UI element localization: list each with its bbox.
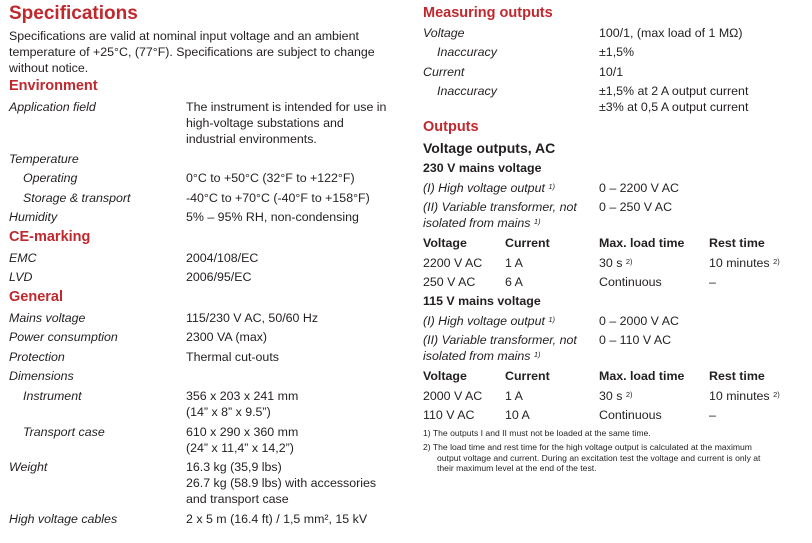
measuring-heading: Measuring outputs [423, 5, 553, 21]
weight-value-case: and transport case [186, 492, 289, 506]
transport-label: Transport case [23, 425, 105, 439]
instrument-value-imperial: (14” x 8” x 9.5”) [186, 405, 271, 419]
mains115-header-rest: Rest time [709, 369, 765, 383]
mains115-hv-label: (I) High voltage output $^{1)}$ [423, 314, 556, 328]
humidity-label: Humidity [9, 210, 58, 224]
page-title: Specifications [9, 3, 138, 24]
table-cell: Continuous [599, 408, 662, 422]
operating-label: Operating [23, 171, 78, 185]
table-cell: 2200 V AC [423, 256, 483, 270]
mains115-vt-label-cont: isolated from mains $^{1)}$ [423, 349, 541, 363]
current-inaccuracy-value: ±1,5% at 2 A output current [599, 84, 749, 98]
table-cell: – [709, 275, 716, 289]
mains115-heading: 115 V mains voltage [423, 294, 541, 308]
storage-label: Storage & transport [23, 191, 131, 205]
measure-inaccuracy-value: ±1,5% [599, 45, 635, 59]
mains230-header-maxload: Max. load time [599, 236, 685, 250]
temperature-label: Temperature [9, 152, 79, 166]
instrument-label: Instrument [23, 389, 82, 403]
humidity-value: 5% – 95% RH, non-condensing [186, 210, 359, 224]
emc-label: EMC [9, 251, 37, 265]
application-value: The instrument is intended for use in high-voltage substations and industrial environments. [186, 100, 387, 146]
power-value: 2300 VA (max) [186, 330, 268, 344]
mains115-header-maxload: Max. load time [599, 369, 685, 383]
weight-value-accessories: 26.7 kg (58.9 lbs) with accessories [186, 476, 377, 490]
ce-marking-heading: CE-marking [9, 229, 91, 245]
measure-inaccuracy-label: Inaccuracy [437, 45, 497, 59]
cables-value: 2 x 5 m (16.4 ft) / 1,5 mm², 15 kV [186, 512, 368, 526]
measure-voltage-label: Voltage [423, 26, 465, 40]
intro-text: Specifications are valid at nominal input voltage and an ambient temperature of +25°C, (77°F). Specifications are subject to change without notice. [9, 29, 375, 75]
table-cell: 250 V AC [423, 275, 476, 289]
voltage-outputs-subheading: Voltage outputs, AC [423, 140, 556, 156]
mains115-header-voltage: Voltage [423, 369, 467, 383]
measure-voltage-value: 100/1, (max load of 1 MΩ) [599, 26, 743, 40]
table-cell: 1 A [505, 389, 523, 403]
mains230-header-rest: Rest time [709, 236, 765, 250]
mains230-heading: 230 V mains voltage [423, 161, 542, 175]
protection-label: Protection [9, 350, 65, 364]
table-cell: 110 V AC [423, 408, 475, 422]
measure-current-label: Current [423, 65, 465, 79]
operating-value: 0°C to +50°C (32°F to +122°F) [186, 171, 355, 185]
table-cell: Continuous [599, 275, 662, 289]
table-cell: 6 A [505, 275, 523, 289]
mains115-hv-value: 0 – 2000 V AC [599, 314, 679, 328]
table-cell: 10 minutes $^{2)}$ [709, 389, 780, 403]
mains230-hv-value: 0 – 2200 V AC [599, 181, 679, 195]
table-cell: 30 s $^{2)}$ [599, 256, 633, 270]
environment-heading: Environment [9, 78, 98, 94]
footnote-2-end: their maximum level at the end of the test. [437, 463, 597, 473]
mains-value: 115/230 V AC, 50/60 Hz [186, 311, 319, 325]
general-heading: General [9, 289, 63, 305]
table-cell: 10 minutes $^{2)}$ [709, 256, 780, 270]
mains115-vt-value: 0 – 110 V AC [599, 333, 672, 347]
footnote-2-cont: output voltage and current. During an excitation test the voltage and current is only at [437, 452, 761, 463]
mains230-header-voltage: Voltage [423, 236, 467, 250]
table-cell: 1 A [505, 256, 523, 270]
mains230-header-current: Current [505, 236, 550, 250]
table-cell: 2000 V AC [423, 389, 483, 403]
transport-value-imperial: (24” x 11,4” x 14,2”) [186, 441, 294, 455]
storage-value: -40°C to +70°C (-40°F to +158°F) [186, 191, 370, 205]
mains115-vt-label: (II) Variable transformer, not [423, 333, 577, 347]
weight-label: Weight [9, 460, 48, 474]
dimensions-label: Dimensions [9, 369, 74, 383]
table-cell: – [709, 408, 716, 422]
current-inaccuracy-value-low: ±3% at 0,5 A output current [599, 100, 749, 114]
footnote-1: 1) The outputs I and II must not be loaded at the same time. [423, 428, 651, 438]
emc-value: 2004/108/EC [186, 251, 259, 265]
outputs-heading: Outputs [423, 119, 479, 135]
measure-current-value: 10/1 [599, 65, 624, 79]
weight-value: 16.3 kg (35,9 lbs) [186, 460, 282, 474]
transport-value: 610 x 290 x 360 mm [186, 425, 299, 439]
mains-label: Mains voltage [9, 311, 86, 325]
instrument-value: 356 x 203 x 241 mm [186, 389, 299, 403]
mains115-header-current: Current [505, 369, 550, 383]
table-cell: 10 A [505, 408, 530, 422]
protection-value: Thermal cut-outs [186, 350, 279, 364]
mains230-vt-label: (II) Variable transformer, not [423, 200, 577, 214]
mains230-vt-label-cont: isolated from mains $^{1)}$ [423, 216, 541, 230]
footnote-2: 2) The load time and rest time for the high voltage output is calculated at the maximum [423, 442, 752, 452]
application-label: Application field [9, 100, 96, 114]
lvd-label: LVD [9, 270, 33, 284]
lvd-value: 2006/95/EC [186, 270, 252, 284]
mains230-hv-label: (I) High voltage output $^{1)}$ [423, 181, 556, 195]
power-label: Power consumption [9, 330, 118, 344]
mains230-vt-value: 0 – 250 V AC [599, 200, 673, 214]
cables-label: High voltage cables [9, 512, 118, 526]
table-cell: 30 s $^{2)}$ [599, 389, 633, 403]
current-inaccuracy-label: Inaccuracy [437, 84, 497, 98]
